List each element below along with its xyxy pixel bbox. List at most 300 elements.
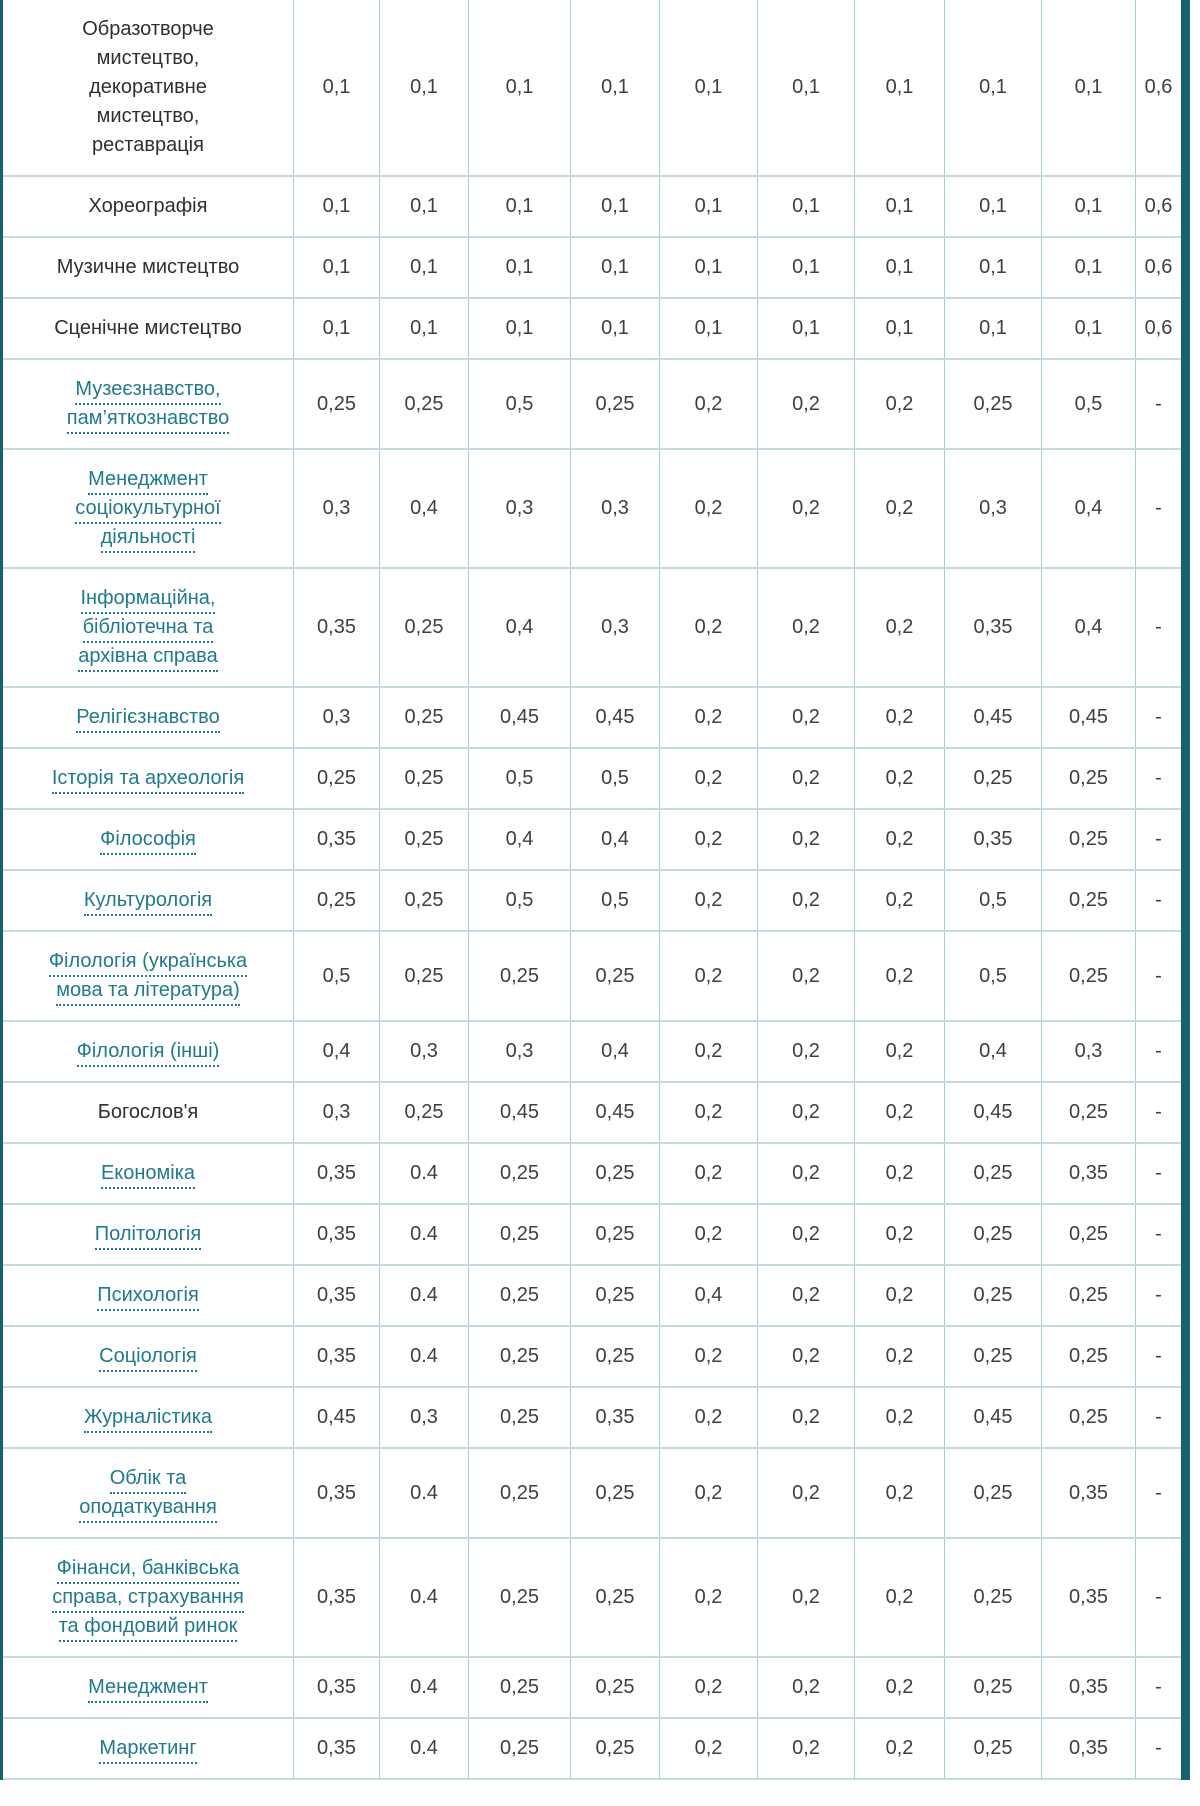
coefficient-cell: 0,2: [758, 870, 855, 931]
coefficient-cell: 0,2: [855, 1538, 945, 1657]
specialty-label: Богослов'я: [97, 1101, 199, 1123]
coefficient-cell: 0,25: [380, 748, 469, 809]
table-row: [2, 237, 1186, 298]
table-row: [2, 1538, 1186, 1657]
coefficient-cell: 0,6: [1136, 237, 1186, 298]
coefficient-cell: 0,1: [469, 176, 571, 237]
table-row: [2, 1082, 1186, 1143]
coefficient-cell: 0,1: [1042, 298, 1136, 359]
specialty-cell: [2, 0, 294, 176]
coefficient-cell: 0,5: [945, 931, 1042, 1021]
coefficient-cell: 0,2: [660, 1387, 758, 1448]
specialty-cell: [2, 1657, 294, 1718]
coefficient-cell: 0,1: [945, 176, 1042, 237]
coefficient-cell: 0,1: [758, 237, 855, 298]
coefficient-cell: 0.4: [380, 1448, 469, 1538]
coefficient-cell: 0,25: [380, 931, 469, 1021]
coefficient-cell: 0,35: [294, 1143, 380, 1204]
coefficient-cell: 0,5: [294, 931, 380, 1021]
table-row: [2, 568, 1186, 687]
specialty-cell: [2, 1326, 294, 1387]
table-row: [2, 870, 1186, 931]
coefficient-cell: 0,2: [855, 1082, 945, 1143]
table-row: [2, 1021, 1186, 1082]
coefficient-cell: 0,2: [758, 1082, 855, 1143]
specialty-cell: [2, 931, 294, 1021]
coefficient-cell: 0,2: [758, 449, 855, 568]
coefficient-cell: 0,1: [294, 0, 380, 176]
coefficient-cell: 0,5: [1042, 359, 1136, 449]
coefficient-cell: 0,25: [1042, 748, 1136, 809]
coefficient-cell: 0,4: [380, 449, 469, 568]
coefficient-cell: -: [1136, 359, 1186, 449]
coefficient-cell: 0,2: [855, 359, 945, 449]
coefficient-cell: 0,25: [571, 1326, 660, 1387]
coefficient-cell: 0,35: [1042, 1718, 1136, 1779]
coefficient-cell: 0,3: [469, 449, 571, 568]
coefficient-cell: 0,25: [1042, 1326, 1136, 1387]
specialty-link[interactable]: Культурологія: [84, 889, 212, 916]
coefficient-cell: -: [1136, 568, 1186, 687]
coefficient-cell: 0,25: [469, 1657, 571, 1718]
coefficient-cell: 0,6: [1136, 298, 1186, 359]
specialty-cell: [2, 359, 294, 449]
coefficient-cell: 0,25: [469, 1265, 571, 1326]
coefficient-cell: 0,35: [294, 1448, 380, 1538]
coefficient-cell: 0,4: [571, 809, 660, 870]
coefficient-cell: 0,3: [380, 1387, 469, 1448]
specialty-link[interactable]: Політологія: [95, 1223, 201, 1250]
coefficient-cell: 0,25: [469, 1204, 571, 1265]
coefficient-cell: 0,25: [945, 1538, 1042, 1657]
coefficient-cell: 0,2: [855, 1387, 945, 1448]
coefficient-cell: 0,1: [855, 176, 945, 237]
specialty-link[interactable]: Маркетинг: [99, 1737, 196, 1764]
coefficient-cell: 0,35: [294, 1538, 380, 1657]
coefficient-cell: 0,1: [758, 0, 855, 176]
coefficient-cell: 0,25: [380, 359, 469, 449]
coefficient-cell: 0.4: [380, 1204, 469, 1265]
coefficient-cell: -: [1136, 1657, 1186, 1718]
coefficient-cell: 0,35: [571, 1387, 660, 1448]
coefficient-cell: 0,25: [469, 1143, 571, 1204]
coefficient-cell: 0,1: [469, 0, 571, 176]
specialty-cell: [2, 1204, 294, 1265]
coefficient-cell: 0.4: [380, 1143, 469, 1204]
coefficient-cell: 0,35: [294, 1265, 380, 1326]
coefficient-cell: -: [1136, 449, 1186, 568]
specialty-label: Хореографія: [88, 195, 208, 217]
coefficient-cell: 0,3: [294, 687, 380, 748]
coefficient-cell: 0,1: [855, 298, 945, 359]
coefficient-cell: 0,35: [945, 809, 1042, 870]
coefficient-cell: 0,25: [469, 1448, 571, 1538]
coefficient-cell: 0,35: [294, 1718, 380, 1779]
coefficient-cell: 0,1: [758, 176, 855, 237]
specialty-label: Образотворче мистецтво, декоративне мистецтво, реставрація: [82, 18, 214, 156]
coefficient-cell: 0,2: [758, 1448, 855, 1538]
coefficient-cell: 0,25: [1042, 809, 1136, 870]
coefficient-cell: -: [1136, 1021, 1186, 1082]
specialty-link[interactable]: Релігієзнавство: [76, 706, 219, 733]
coefficient-cell: 0,5: [571, 870, 660, 931]
coefficient-cell: 0,1: [380, 298, 469, 359]
coefficient-cell: 0,3: [571, 568, 660, 687]
coefficient-cell: 0,2: [855, 870, 945, 931]
coefficient-cell: 0,2: [758, 1538, 855, 1657]
specialty-cell: [2, 298, 294, 359]
coefficient-cell: 0,25: [571, 931, 660, 1021]
coefficient-cell: 0,2: [660, 1082, 758, 1143]
coefficient-cell: 0,25: [945, 1326, 1042, 1387]
coefficient-cell: 0,25: [380, 809, 469, 870]
coefficient-cell: 0,2: [758, 1718, 855, 1779]
coefficient-cell: 0,4: [1042, 449, 1136, 568]
coefficient-cell: 0,2: [855, 809, 945, 870]
coefficient-cell: 0,2: [660, 1204, 758, 1265]
coefficient-cell: 0,35: [945, 568, 1042, 687]
specialty-cell: [2, 1538, 294, 1657]
coefficient-cell: 0,4: [294, 1021, 380, 1082]
coefficient-cell: 0.4: [380, 1265, 469, 1326]
specialty-cell: [2, 237, 294, 298]
table-row: [2, 748, 1186, 809]
coefficient-cell: 0,1: [294, 237, 380, 298]
coefficient-cell: 0,25: [294, 870, 380, 931]
coefficient-cell: 0,2: [855, 1021, 945, 1082]
coefficient-cell: 0,45: [945, 687, 1042, 748]
coefficient-cell: 0,1: [660, 0, 758, 176]
coefficient-cell: 0,2: [855, 1657, 945, 1718]
coefficient-cell: -: [1136, 1143, 1186, 1204]
specialty-link[interactable]: Історія та археологія: [52, 767, 244, 794]
coefficient-cell: 0,2: [758, 1657, 855, 1718]
coefficient-cell: 0,2: [855, 1143, 945, 1204]
coefficient-cell: 0,1: [660, 176, 758, 237]
coefficient-cell: 0,35: [294, 1657, 380, 1718]
table-row: [2, 1657, 1186, 1718]
specialty-cell: [2, 449, 294, 568]
coefficient-cell: 0,5: [469, 748, 571, 809]
specialty-link[interactable]: Облік та оподаткування: [79, 1467, 217, 1523]
coefficient-cell: 0,25: [469, 931, 571, 1021]
specialty-cell: [2, 1021, 294, 1082]
coefficient-cell: 0,3: [294, 1082, 380, 1143]
coefficient-cell: 0,25: [571, 359, 660, 449]
coefficient-cell: 0,35: [294, 568, 380, 687]
coefficient-cell: 0,25: [945, 1265, 1042, 1326]
coefficient-cell: 0,25: [469, 1387, 571, 1448]
coefficient-cell: 0,4: [469, 568, 571, 687]
specialty-label: Сценічне мистецтво: [54, 317, 242, 339]
coefficient-cell: 0,2: [855, 1204, 945, 1265]
coefficient-cell: 0,5: [469, 359, 571, 449]
table-row: [2, 298, 1186, 359]
specialty-cell: [2, 176, 294, 237]
coefficient-cell: -: [1136, 1718, 1186, 1779]
coefficient-cell: 0,1: [469, 237, 571, 298]
coefficient-cell: 0.4: [380, 1657, 469, 1718]
specialty-cell: [2, 1718, 294, 1779]
table-row: [2, 1143, 1186, 1204]
coefficient-cell: 0,25: [380, 870, 469, 931]
coefficient-cell: 0,25: [469, 1718, 571, 1779]
coefficient-cell: 0,3: [945, 449, 1042, 568]
table-row: [2, 1718, 1186, 1779]
coefficient-cell: 0,2: [758, 1143, 855, 1204]
coefficient-cell: 0,35: [294, 1326, 380, 1387]
coefficient-cell: 0,2: [660, 1143, 758, 1204]
coefficient-cell: 0,2: [855, 1326, 945, 1387]
specialty-link[interactable]: Журналістика: [84, 1406, 212, 1433]
specialty-link[interactable]: Соціологія: [99, 1345, 197, 1372]
coefficient-cell: 0,1: [758, 298, 855, 359]
table-body: [2, 0, 1186, 1779]
coefficient-cell: 0,45: [469, 1082, 571, 1143]
table-row: [2, 0, 1186, 176]
coefficient-cell: -: [1136, 1265, 1186, 1326]
specialty-cell: [2, 809, 294, 870]
coefficient-cell: 0,45: [294, 1387, 380, 1448]
coefficient-cell: 0,2: [758, 568, 855, 687]
specialty-cell: [2, 568, 294, 687]
coefficient-cell: -: [1136, 1387, 1186, 1448]
coefficient-cell: 0,2: [758, 748, 855, 809]
coefficient-cell: 0,25: [380, 568, 469, 687]
coefficient-cell: 0,2: [660, 449, 758, 568]
coefficient-cell: 0,1: [571, 176, 660, 237]
table-row: [2, 1387, 1186, 1448]
coefficient-cell: 0,5: [469, 870, 571, 931]
specialty-cell: [2, 870, 294, 931]
specialty-link[interactable]: Менеджмент соціокультурної діяльності: [75, 468, 220, 553]
coefficient-cell: 0,3: [380, 1021, 469, 1082]
coefficient-cell: 0,1: [294, 298, 380, 359]
coefficient-cell: 0,25: [1042, 1204, 1136, 1265]
coefficient-cell: 0,2: [855, 1265, 945, 1326]
coefficient-cell: -: [1136, 687, 1186, 748]
coefficient-cell: 0,1: [660, 298, 758, 359]
specialty-link[interactable]: Філологія (інші): [77, 1040, 220, 1067]
coefficient-cell: 0,35: [1042, 1143, 1136, 1204]
specialty-link[interactable]: Музеєзнавство, пам’яткознавство: [67, 378, 229, 434]
coefficient-cell: -: [1136, 1326, 1186, 1387]
coefficient-cell: 0,3: [294, 449, 380, 568]
coefficient-cell: 0,35: [1042, 1657, 1136, 1718]
table-row: [2, 1326, 1186, 1387]
coefficient-cell: -: [1136, 1204, 1186, 1265]
coefficient-cell: 0,25: [571, 1143, 660, 1204]
table-row: [2, 359, 1186, 449]
coefficient-cell: 0.4: [380, 1326, 469, 1387]
specialty-link[interactable]: Інформаційна, бібліотечна та архівна справа: [78, 587, 217, 672]
coefficient-cell: 0,2: [758, 809, 855, 870]
coefficient-cell: 0,1: [294, 176, 380, 237]
coefficient-cell: 0,1: [660, 237, 758, 298]
coefficient-cell: 0,2: [660, 359, 758, 449]
coefficient-cell: 0,35: [1042, 1448, 1136, 1538]
coefficient-cell: 0,2: [660, 1326, 758, 1387]
coefficient-cell: -: [1136, 748, 1186, 809]
coefficient-cell: 0,2: [660, 687, 758, 748]
coefficient-cell: 0,2: [660, 1021, 758, 1082]
coefficient-cell: 0,3: [469, 1021, 571, 1082]
coefficient-cell: 0,2: [758, 687, 855, 748]
coefficient-cell: 0,2: [855, 1448, 945, 1538]
coefficient-cell: 0,1: [469, 298, 571, 359]
coefficient-cell: 0,2: [660, 1448, 758, 1538]
coefficient-cell: 0,2: [855, 568, 945, 687]
coefficient-cell: 0,25: [571, 1448, 660, 1538]
table-row: [2, 931, 1186, 1021]
table-row: [2, 809, 1186, 870]
table-row: [2, 1448, 1186, 1538]
coefficient-cell: 0,1: [380, 0, 469, 176]
coefficient-cell: 0,25: [945, 1657, 1042, 1718]
coefficient-cell: 0,3: [1042, 1021, 1136, 1082]
coefficient-cell: 0,2: [758, 931, 855, 1021]
coefficient-cell: 0,2: [758, 1204, 855, 1265]
specialty-cell: [2, 1448, 294, 1538]
coefficient-cell: 0,2: [855, 687, 945, 748]
table-row: [2, 449, 1186, 568]
coefficient-cell: 0,5: [571, 748, 660, 809]
coefficient-cell: 0,2: [758, 1326, 855, 1387]
coefficient-cell: 0,25: [1042, 931, 1136, 1021]
coefficient-cell: 0,1: [571, 237, 660, 298]
coefficient-cell: 0,2: [660, 748, 758, 809]
coefficient-cell: 0,2: [660, 568, 758, 687]
coefficient-cell: 0,2: [758, 1387, 855, 1448]
coefficient-cell: 0,2: [660, 870, 758, 931]
coefficient-cell: 0,2: [758, 359, 855, 449]
coefficient-cell: 0,4: [660, 1265, 758, 1326]
coefficient-cell: 0,1: [945, 0, 1042, 176]
table-row: [2, 1204, 1186, 1265]
coefficient-cell: 0,4: [1042, 568, 1136, 687]
coefficient-cell: 0,45: [469, 687, 571, 748]
coefficient-cell: 0,25: [294, 359, 380, 449]
coefficient-cell: 0,25: [1042, 870, 1136, 931]
coefficient-cell: 0,1: [945, 298, 1042, 359]
coefficient-cell: 0,1: [380, 176, 469, 237]
coefficient-cell: 0,2: [855, 931, 945, 1021]
coefficient-cell: 0,6: [1136, 176, 1186, 237]
coefficient-cell: 0.4: [380, 1538, 469, 1657]
coefficient-cell: 0,25: [469, 1538, 571, 1657]
coefficient-cell: 0,2: [660, 809, 758, 870]
table-row: [2, 176, 1186, 237]
coefficient-cell: 0,25: [945, 359, 1042, 449]
coefficient-cell: -: [1136, 931, 1186, 1021]
table-row: [2, 687, 1186, 748]
coefficient-cell: 0,1: [855, 237, 945, 298]
coefficient-cell: 0,6: [1136, 0, 1186, 176]
coefficient-cell: 0,25: [1042, 1265, 1136, 1326]
specialty-link[interactable]: Філософія: [100, 828, 196, 855]
specialty-cell: [2, 687, 294, 748]
coefficient-cell: 0,1: [1042, 237, 1136, 298]
coefficient-cell: 0,25: [945, 1143, 1042, 1204]
coefficient-cell: 0,25: [571, 1204, 660, 1265]
coefficient-cell: 0,2: [660, 1538, 758, 1657]
coefficient-cell: 0,4: [469, 809, 571, 870]
specialty-cell: [2, 1265, 294, 1326]
coefficient-cell: 0,45: [571, 687, 660, 748]
coefficient-cell: 0,25: [571, 1718, 660, 1779]
coefficient-cell: 0,2: [855, 748, 945, 809]
coefficient-cell: 0,25: [945, 1448, 1042, 1538]
coefficient-cell: 0,25: [945, 1718, 1042, 1779]
coefficient-cell: 0,25: [945, 748, 1042, 809]
specialty-cell: [2, 1143, 294, 1204]
specialty-link[interactable]: Філологія (українська мова та література): [49, 950, 247, 1006]
coefficient-cell: 0,35: [1042, 1538, 1136, 1657]
coefficient-cell: 0,1: [571, 0, 660, 176]
specialty-link[interactable]: Менеджмент: [88, 1676, 208, 1703]
coefficient-cell: 0,2: [660, 931, 758, 1021]
coefficient-cell: 0,45: [945, 1387, 1042, 1448]
specialty-cell: [2, 748, 294, 809]
coefficient-cell: 0,35: [294, 1204, 380, 1265]
coefficient-cell: 0,2: [758, 1021, 855, 1082]
coefficient-cell: 0,25: [1042, 1082, 1136, 1143]
coefficient-cell: -: [1136, 809, 1186, 870]
specialty-label: Музичне мистецтво: [56, 256, 240, 278]
coefficient-cell: 0,4: [571, 1021, 660, 1082]
coefficient-cell: -: [1136, 870, 1186, 931]
coefficient-cell: 0,35: [294, 809, 380, 870]
coefficient-cell: 0,1: [1042, 0, 1136, 176]
coefficient-cell: 0,1: [945, 237, 1042, 298]
coefficient-cell: 0,25: [380, 1082, 469, 1143]
coefficient-cell: 0,25: [380, 687, 469, 748]
coefficient-cell: 0,25: [1042, 1387, 1136, 1448]
coefficient-cell: 0,5: [945, 870, 1042, 931]
table-row: [2, 1265, 1186, 1326]
coefficient-cell: 0,3: [571, 449, 660, 568]
coefficient-cell: 0,45: [945, 1082, 1042, 1143]
specialty-link[interactable]: Фінанси, банківська справа, страхування та фондовий ринок: [52, 1557, 244, 1642]
coefficient-cell: 0,2: [855, 449, 945, 568]
coefficient-cell: 0,25: [945, 1204, 1042, 1265]
coefficient-cell: 0,25: [571, 1265, 660, 1326]
coefficient-cell: 0,25: [571, 1538, 660, 1657]
coefficient-cell: 0,1: [1042, 176, 1136, 237]
coefficient-cell: 0,1: [571, 298, 660, 359]
coefficient-cell: 0,2: [758, 1265, 855, 1326]
specialty-link[interactable]: Економіка: [101, 1162, 195, 1189]
coefficient-cell: 0,1: [380, 237, 469, 298]
coefficient-cell: 0,4: [945, 1021, 1042, 1082]
coefficient-cell: 0,25: [294, 748, 380, 809]
coefficient-cell: 0,45: [1042, 687, 1136, 748]
coefficient-cell: -: [1136, 1538, 1186, 1657]
coefficient-cell: 0,25: [469, 1326, 571, 1387]
coefficient-cell: 0.4: [380, 1718, 469, 1779]
coefficient-cell: 0,2: [660, 1657, 758, 1718]
coefficient-cell: 0,25: [571, 1657, 660, 1718]
specialty-cell: [2, 1387, 294, 1448]
coefficient-cell: 0,1: [855, 0, 945, 176]
coefficient-cell: -: [1136, 1082, 1186, 1143]
coefficient-cell: 0,2: [855, 1718, 945, 1779]
specialty-link[interactable]: Психологія: [97, 1284, 199, 1311]
coefficient-cell: 0,45: [571, 1082, 660, 1143]
coefficient-cell: -: [1136, 1448, 1186, 1538]
specialty-cell: [2, 1082, 294, 1143]
coefficient-cell: 0,2: [660, 1718, 758, 1779]
